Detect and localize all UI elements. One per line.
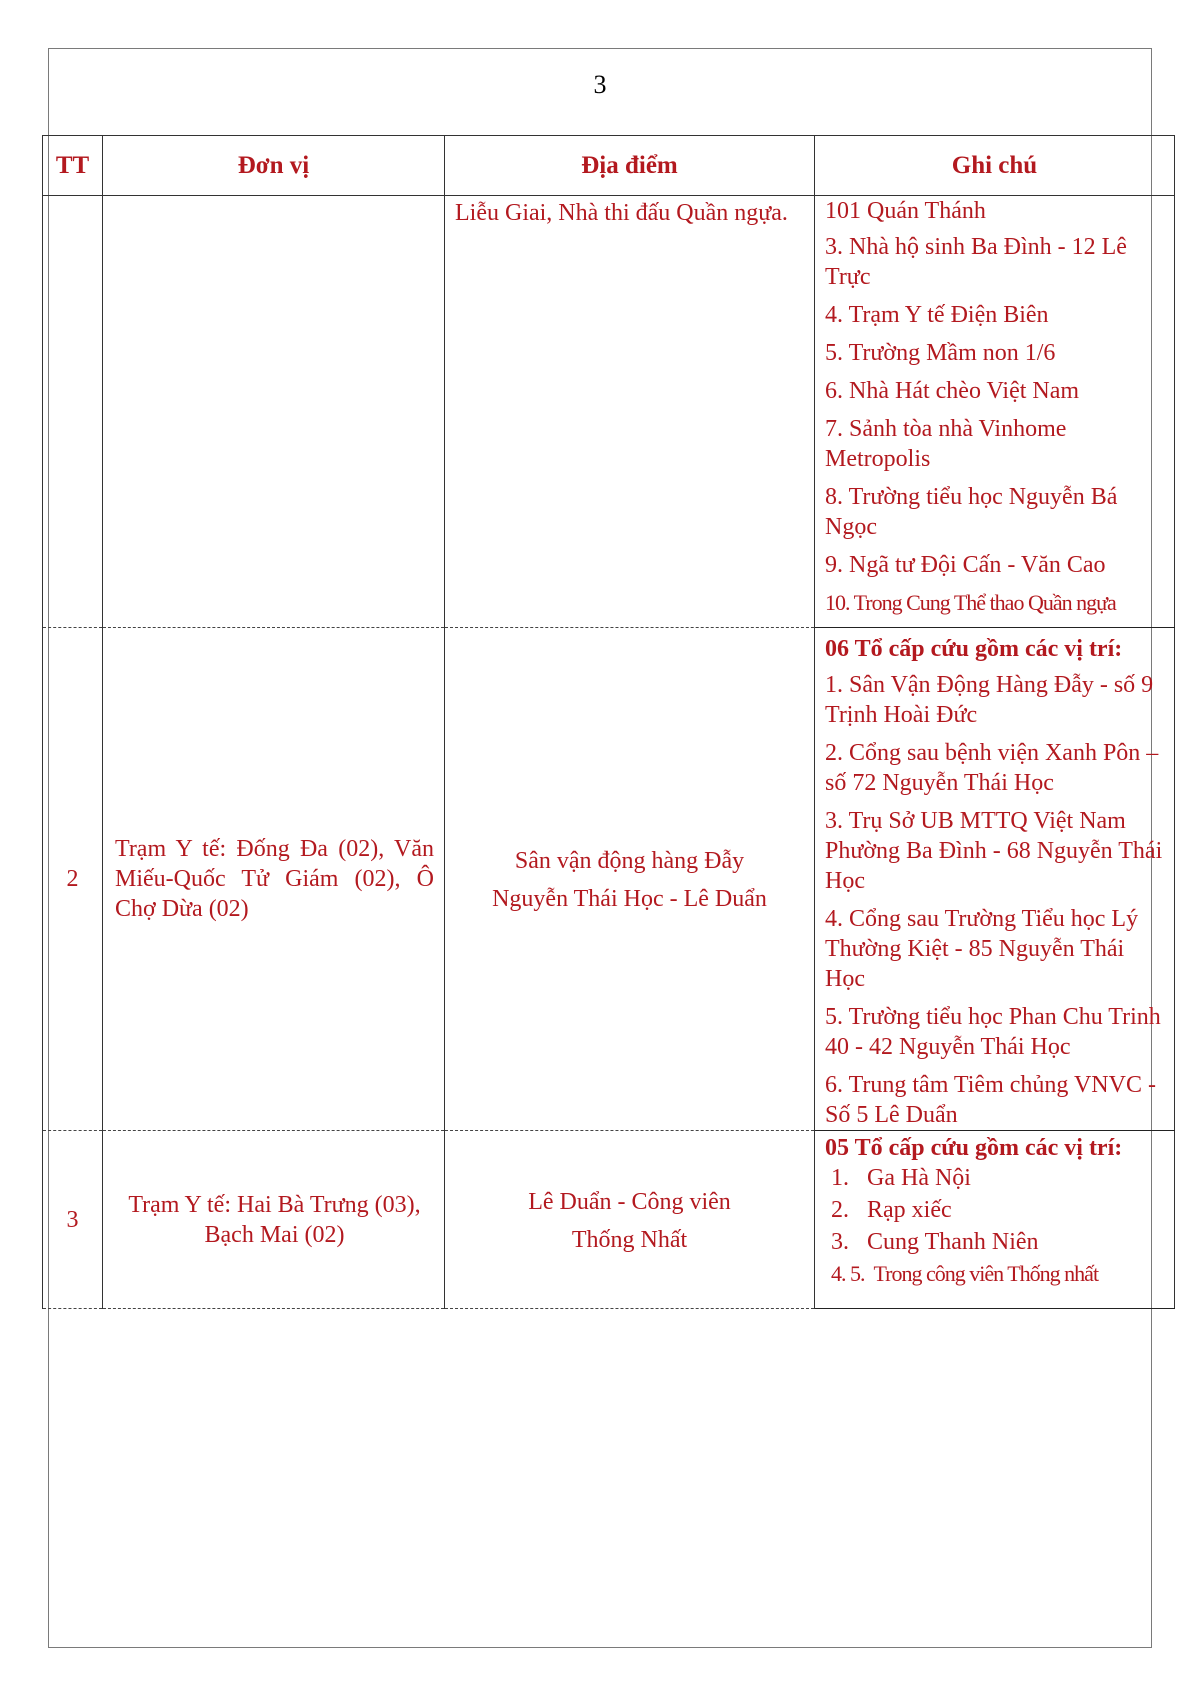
row-tt-cell: 2	[43, 628, 103, 1131]
note-item: 5. Trường tiểu học Phan Chu Trinh 40 - 42 Nguyễn Thái Học	[825, 1004, 1161, 1060]
note-item: 8. Trường tiểu học Nguyễn Bá Ngọc	[825, 484, 1118, 540]
place-line: Nguyễn Thái Học - Lê Duẩn	[492, 886, 767, 912]
header-place: Địa điểm	[445, 136, 815, 196]
row-tt-cell: 3	[43, 1131, 103, 1309]
header-unit: Đơn vị	[103, 136, 445, 196]
note-list-item	[831, 1163, 1174, 1193]
note-item: 1. Sân Vận Động Hàng Đẫy - số 9 Trịnh Hoài Đức	[825, 672, 1154, 728]
place-line: Sân vận động hàng Đẫy	[514, 848, 745, 874]
note-list-text: Trong công viên Thống nhất	[873, 1261, 1099, 1286]
table-row	[43, 196, 1175, 628]
note-list-number: 4. 5.	[831, 1261, 865, 1286]
row-unit-cell	[103, 196, 445, 628]
row-place-cell	[445, 628, 815, 1131]
row-notes-cell	[815, 196, 1175, 628]
row-place-cell: Liễu Giai, Nhà thi đấu Quần ngựa.	[445, 196, 815, 628]
row-notes-cell	[815, 1131, 1175, 1309]
row-unit-cell	[103, 1131, 445, 1309]
unit-line: Trạm Y tế: Hai Bà Trưng (03),	[128, 1191, 421, 1218]
note-item: 7. Sảnh tòa nhà Vinhome Metropolis	[825, 416, 1067, 472]
note-item: 6. Nhà Hát chèo Việt Nam	[825, 378, 1080, 404]
row-place-cell	[445, 1131, 815, 1309]
row-notes-cell	[815, 628, 1175, 1131]
notes-heading: 06 Tổ cấp cứu gồm các vị trí:	[825, 636, 1123, 662]
note-list-number: 1.	[831, 1165, 849, 1191]
note-item: 101 Quán Thánh	[825, 198, 986, 224]
unit-line: Bạch Mai (02)	[204, 1221, 345, 1248]
header-notes: Ghi chú	[815, 136, 1175, 196]
note-list-item	[831, 1259, 1174, 1289]
note-item: 4. Cổng sau Trường Tiểu học Lý Thường Kiệt - 85 Nguyễn Thái Học	[825, 906, 1139, 992]
note-item: 6. Trung tâm Tiêm chủng VNVC - Số 5 Lê Duẩn	[825, 1072, 1156, 1128]
place-line: Thống Nhất	[571, 1226, 688, 1253]
note-list-number: 2.	[831, 1197, 849, 1223]
note-item: 10. Trong Cung Thể thao Quần ngựa	[825, 590, 1116, 615]
note-item: 4. Trạm Y tế Điện Biên	[825, 302, 1049, 328]
note-list-text: Cung Thanh Niên	[867, 1229, 1039, 1255]
note-list-number: 3.	[831, 1229, 849, 1255]
note-item: 5. Trường Mầm non 1/6	[825, 340, 1056, 366]
header-tt: TT	[43, 136, 103, 196]
table-header-row	[43, 136, 1175, 196]
note-list-item	[831, 1195, 1174, 1225]
row-unit-cell: Trạm Y tế: Đống Đa (02), Văn Miếu-Quốc Tử Giám (02), Ô Chợ Dừa (02)	[103, 628, 445, 1131]
note-item: 2. Cổng sau bệnh viện Xanh Pôn – số 72 Nguyễn Thái Học	[825, 740, 1159, 796]
row-tt-cell	[43, 196, 103, 628]
note-item: 3. Trụ Sở UB MTTQ Việt Nam Phường Ba Đình - 68 Nguyễn Thái Học	[825, 808, 1163, 894]
note-item: 9. Ngã tư Đội Cấn - Văn Cao	[825, 552, 1106, 578]
notes-heading: 05 Tổ cấp cứu gồm các vị trí:	[825, 1135, 1123, 1161]
table-row	[43, 628, 1175, 1131]
note-item: 3. Nhà hộ sinh Ba Đình - 12 Lê Trực	[825, 234, 1127, 290]
note-list-item	[831, 1227, 1174, 1257]
page-number: 3	[593, 70, 607, 99]
place-line: Lê Duẩn - Công viên	[528, 1188, 731, 1215]
table-row	[43, 1131, 1175, 1309]
note-list-text: Rạp xiếc	[867, 1197, 952, 1223]
schedule-table	[42, 135, 1175, 1309]
note-list-text: Ga Hà Nội	[867, 1165, 971, 1191]
